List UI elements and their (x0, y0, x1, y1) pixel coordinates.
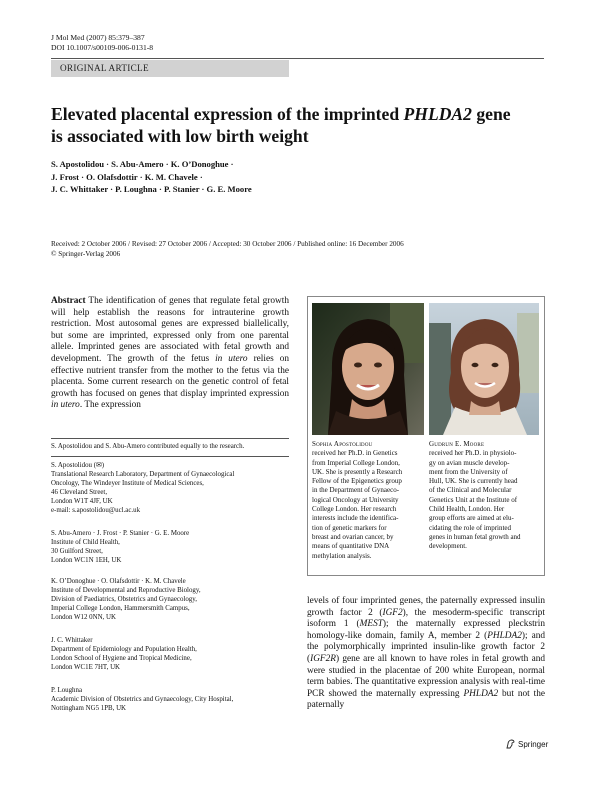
affiliation-line: Institute of Developmental and Reproductive Biology, (51, 586, 201, 594)
journal-citation: J Mol Med (2007) 85:379–387 (51, 33, 145, 42)
author-list (51, 158, 252, 196)
bio-moore: Gudrun E. Moore received her Ph.D. in physiolo- gy on avian muscle develop- ment from the University of Hull, UK. She is currently head of the Clinical and Molecular Genetics Unit at the Institute of Child Health, London. Her group efforts are aimed at elu- cidating the role of imprinted genes in human fetal growth and development. (429, 440, 543, 552)
doi: DOI 10.1007/s00109-006-0131-8 (51, 43, 154, 52)
affiliation-block (51, 687, 233, 714)
affiliation-line: Academic Division of Obstetrics and Gynaecology, City Hospital, (51, 695, 234, 703)
affiliation-line: London WC1E 7HT, UK (51, 663, 121, 671)
affiliation-line: Nottingham NG5 1PB, UK (51, 704, 127, 712)
affiliation-line: Oncology, The Windeyer Institute of Medical Sciences, (51, 479, 204, 487)
author-photo-apostolidou (312, 303, 424, 435)
article-type-badge (51, 60, 289, 77)
bio-name: Sophia Apostolidou (312, 440, 373, 448)
publisher-logo (506, 739, 548, 749)
affiliation-line: Division of Paediatrics, Obstetrics and Gynaecology, (51, 595, 197, 603)
affiliation-line: K. O’Donoghue · O. Olafsdottir · K. M. Chavele (51, 578, 186, 585)
title-text: is associated with low birth weight (51, 126, 309, 146)
affiliation-line: J. C. Whittaker (51, 637, 93, 644)
affiliation-line: S. Apostolidou (✉) (51, 462, 105, 469)
footnote-rule (51, 456, 289, 457)
publisher-name: Springer (518, 739, 549, 749)
right-column-text: levels of four imprinted genes, the paternally expressed insulin growth factor 2 (IGF2), the mesoderm-specific transcript isoform 1 (MEST); the maternally expressed pleckstrin homology-like domain, family A, member 2 (PHLDA2); and the polymorphically imprinted insulin-like growth factor 2 (IGF2R) gene are all known to have roles in fetal growth and were studied in the placentae of 200 white European, normal term babies. The quantitative expression analysis with real-time PCR showed the maternally expressing PHLDA2 but not the paternally (307, 596, 546, 711)
affiliation-line: London School of Hygiene and Tropical Medicine, (51, 654, 192, 662)
article-type-label: ORIGINAL ARTICLE (60, 63, 149, 73)
history-dates: Received: 2 October 2006 / Revised: 27 October 2006 / Accepted: 30 October 2006 / Published online: 16 December 2006 (51, 240, 404, 248)
affiliation-line: Institute of Child Health, (51, 538, 120, 546)
title-text: Elevated placental expression of the imprinted (51, 104, 404, 124)
affiliation-line: Translational Research Laboratory, Department of Gynaecological (51, 470, 235, 478)
affiliation-block (51, 637, 197, 673)
affiliation-block (51, 578, 201, 623)
header-rule (51, 58, 544, 59)
title-text: gene (471, 104, 511, 124)
affiliation-block (51, 462, 234, 515)
affiliation-line: 30 Guilford Street, (51, 547, 103, 555)
article-title (51, 103, 551, 147)
author-line: S. Apostolidou · S. Abu-Amero · K. O’Donoghue · (51, 159, 234, 169)
affiliation-line: S. Abu-Amero · J. Frost · P. Stanier · G. E. Moore (51, 530, 190, 537)
email-link[interactable]: e-mail: s.apostolidou@ucl.ac.uk (51, 506, 141, 514)
affiliation-line: London W12 0NN, UK (51, 613, 116, 621)
equal-contribution-note: S. Apostolidou and S. Abu-Amero contributed equally to the research. (51, 443, 245, 450)
abstract: Abstract The identification of genes that regulate fetal growth will help establish the reasons for intrauterine growth restriction. Most autosomal genes are expressed biallelically, but some are imprinted, expressed only from one parental allele. Imprinted genes are associated with fetal growth and development. The growth of the fetus in utero relies on effective nutrient transfer from the mother to the fetus via the placenta. Some current research on the genetic control of fetal growth has focused on genes that display imprinted expression in utero. The expression (51, 296, 289, 411)
author-line: J. C. Whittaker · P. Loughna · P. Stanier · G. E. Moore (51, 184, 252, 194)
springer-horse-icon (506, 739, 515, 749)
affiliation-line: London W1T 4JF, UK (51, 497, 113, 505)
affiliation-line: P. Loughna (51, 687, 83, 694)
bio-apostolidou: Sophia Apostolidou received her Ph.D. in Genetics from Imperial College London, UK. She is presently a Research Fellow of the Epigenetics group in the Department of Gynaeco- logical Oncology at University College London. Her research interests include the identifica- tion of genetic markers for breast and ovarian cancer, by means of quantitative DNA methylation analysis. (312, 440, 426, 561)
author-photo-moore (429, 303, 539, 435)
affiliation-line: London WC1N 1EH, UK (51, 556, 122, 564)
bio-name: Gudrun E. Moore (429, 440, 485, 448)
abstract-label: Abstract (51, 296, 86, 306)
title-gene: PHLDA2 (403, 104, 472, 124)
affiliation-block (51, 530, 189, 566)
author-line: J. Frost · O. Olafsdottir · K. M. Chavele · (51, 171, 203, 182)
affiliation-line: 46 Cleveland Street, (51, 488, 108, 496)
affiliation-line: Department of Epidemiology and Population Health, (51, 645, 197, 653)
copyright: © Springer-Verlag 2006 (51, 250, 121, 258)
affiliation-line: Imperial College London, Hammersmith Campus, (51, 604, 190, 612)
footnote-rule (51, 438, 289, 439)
author-photos-box (307, 296, 545, 576)
